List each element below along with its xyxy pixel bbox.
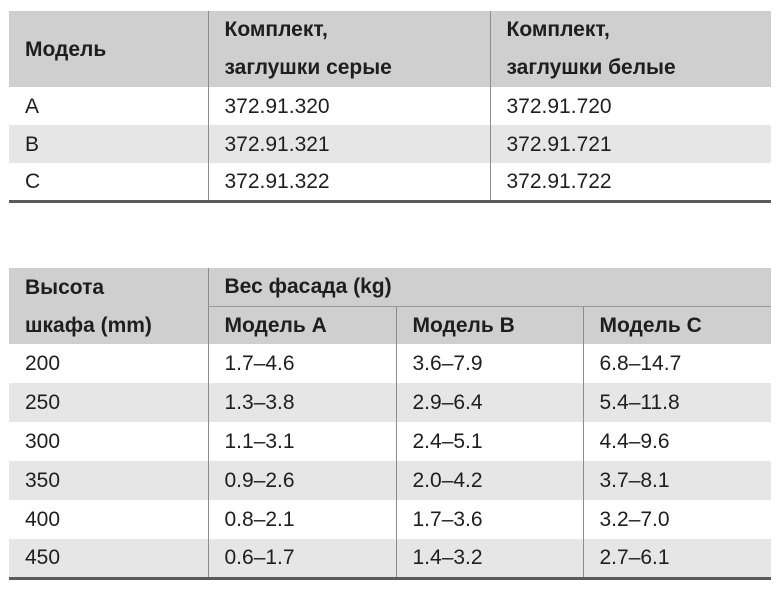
model-a-weight-cell: 0.9–2.6 (208, 461, 396, 500)
model-b-weight-cell: 1.7–3.6 (396, 500, 583, 539)
white-kit-code-cell: 372.91.720 (490, 87, 771, 125)
table-row (9, 163, 771, 201)
height-cell: 400 (25, 508, 61, 531)
model-b-weight-cell: 3.6–7.9 (396, 344, 583, 383)
model-a-weight-cell: 1.3–3.8 (208, 383, 396, 422)
height-cell: 450 (25, 546, 61, 570)
white-caps-kit-column-header (490, 11, 771, 87)
model-c-weight-cell: 2.7–6.1 (583, 539, 771, 578)
model-b-weight-cell: 2.4–5.1 (396, 422, 583, 461)
model-b-weight-cell: 2.0–4.2 (396, 461, 583, 500)
model-cell: A (25, 94, 40, 118)
model-c-weight-cell: 5.4–11.8 (583, 383, 771, 422)
model-a-column-header: Модель A (208, 306, 396, 344)
model-cell: C (25, 169, 41, 193)
white-caps-header-line-1: Комплект, (506, 18, 610, 41)
model-c-weight-cell: 3.2–7.0 (583, 500, 771, 539)
model-c-column-header: Модель C (583, 306, 771, 344)
cabinet-height-header-line-1: Высота (25, 275, 105, 299)
white-caps-header-line-2: заглушки белые (506, 56, 676, 79)
table-row (9, 383, 771, 422)
table-row (9, 87, 771, 125)
weight-table-header-row-1 (9, 268, 771, 306)
white-kit-code-cell: 372.91.722 (490, 163, 771, 201)
model-a-weight-cell: 0.8–2.1 (208, 500, 396, 539)
white-kit-code-cell: 372.91.721 (490, 125, 771, 163)
kit-table-header-row (9, 11, 771, 87)
grey-kit-code-cell: 372.91.321 (208, 125, 490, 163)
model-column-header: Модель (25, 37, 107, 61)
model-a-weight-cell: 1.1–3.1 (208, 422, 396, 461)
model-a-weight-cell: 0.6–1.7 (208, 539, 396, 578)
model-kit-table (9, 11, 771, 203)
height-cell: 200 (25, 352, 61, 375)
height-cell: 300 (25, 430, 61, 453)
model-c-weight-cell: 6.8–14.7 (583, 344, 771, 383)
grey-caps-header-line-2: заглушки серые (224, 56, 392, 79)
weight-table-header-row-2 (9, 306, 771, 344)
grey-caps-header-line-1: Комплект, (224, 18, 328, 41)
model-b-weight-cell: 1.4–3.2 (396, 539, 583, 578)
table-row (9, 422, 771, 461)
model-c-weight-cell: 3.7–8.1 (583, 461, 771, 500)
model-c-weight-cell: 4.4–9.6 (583, 422, 771, 461)
grey-kit-code-cell: 372.91.322 (208, 163, 490, 201)
grey-kit-code-cell: 372.91.320 (208, 87, 490, 125)
model-cell: B (25, 132, 40, 156)
table-row (9, 461, 771, 500)
table-row (9, 125, 771, 163)
model-a-weight-cell: 1.7–4.6 (208, 344, 396, 383)
table-row (9, 344, 771, 383)
table-row (9, 500, 771, 539)
model-b-column-header: Модель B (396, 306, 583, 344)
front-weight-header: Вес фасада (kg) (208, 268, 771, 306)
table-row (9, 539, 771, 578)
cabinet-height-header-line-2: шкафа (mm) (25, 313, 152, 337)
height-cell: 250 (25, 391, 61, 414)
model-b-weight-cell: 2.9–6.4 (396, 383, 583, 422)
front-weight-table (9, 268, 771, 580)
grey-caps-kit-column-header (208, 11, 490, 87)
height-cell: 350 (25, 469, 61, 492)
